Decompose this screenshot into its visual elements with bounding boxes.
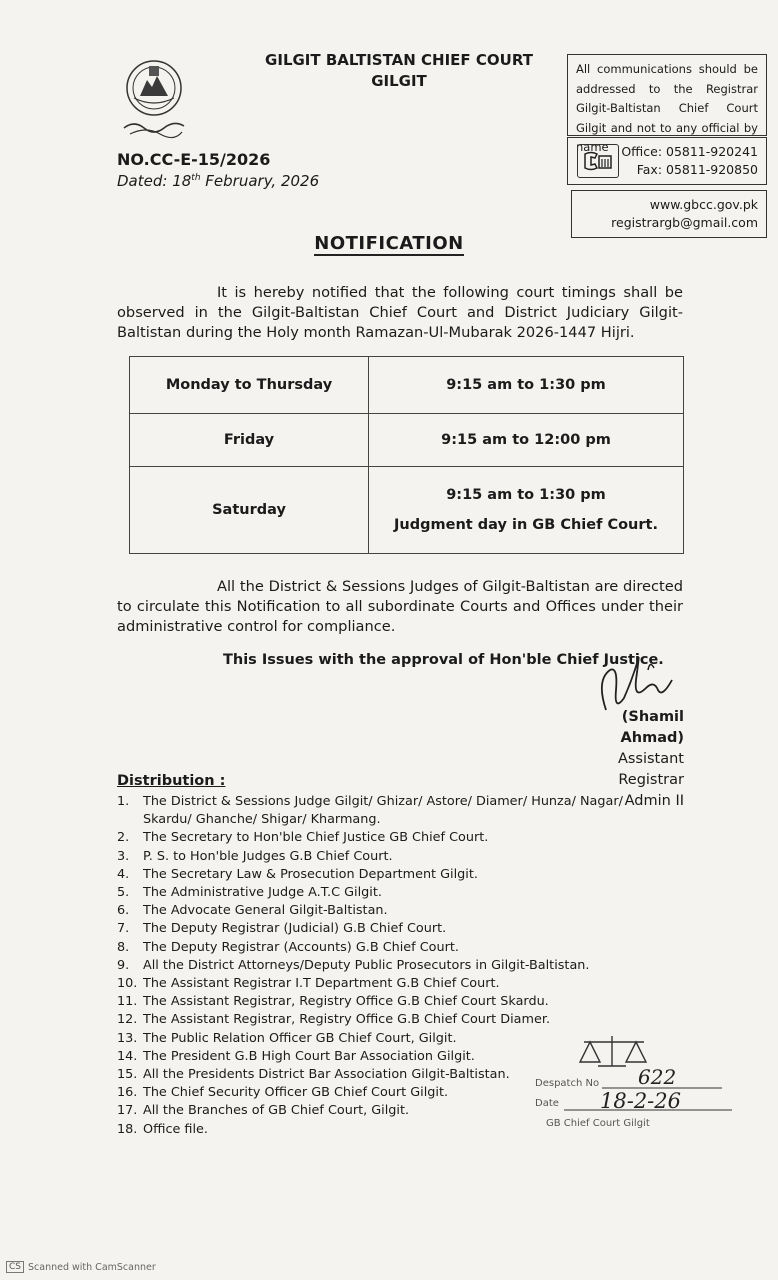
email: registrargb@gmail.com — [611, 215, 758, 230]
timings-time: 9:15 am to 12:00 pm — [369, 414, 684, 467]
office-phone: Office: 05811-920241 — [621, 144, 758, 159]
timings-note: Judgment day in GB Chief Court. — [394, 517, 658, 533]
distribution-item-text: The Secretary Law & Prosecution Department Gilgit. — [143, 866, 478, 882]
camscanner-icon: CS — [6, 1261, 24, 1273]
distribution-item-text: The Assistant Registrar I.T Department G.B Chief Court. — [143, 976, 500, 992]
website: www.gbcc.gov.pk — [649, 197, 758, 212]
distribution-item — [117, 939, 657, 957]
distribution-item — [117, 866, 657, 884]
distribution-item — [117, 793, 657, 829]
despatch-label: Despatch No — [535, 1078, 600, 1089]
distribution-item — [117, 884, 657, 902]
court-name-line1: GILGIT BALTISTAN CHIEF COURT — [265, 51, 533, 69]
distribution-item-number: 18. — [117, 1121, 138, 1137]
distribution-item-text: The Advocate General Gilgit-Baltistan. — [143, 903, 388, 919]
distribution-item-text: The Deputy Registrar (Accounts) G.B Chief Court. — [143, 939, 459, 955]
distribution-item-number: 9. — [117, 957, 130, 973]
timings-table — [129, 356, 684, 554]
signatory-name: (Shamil Ahmad) — [620, 709, 684, 746]
distribution-item-number: 7. — [117, 921, 130, 937]
signatory-designation: Assistant Registrar — [617, 751, 684, 788]
distribution-item-number: 4. — [117, 866, 130, 882]
distribution-item-number: 3. — [117, 848, 130, 864]
distribution-item-text: All the District Attorneys/Deputy Public Prosecutors in Gilgit-Baltistan. — [143, 957, 590, 973]
distribution-item-number: 16. — [117, 1085, 138, 1101]
dated-prefix: Dated: 18 — [117, 172, 192, 190]
distribution-item-text: The District & Sessions Judge Gilgit/ Ghizar/ Astore/ Diamer/ Hunza/ Nagar/ Skardu/ Ghanche/ Shigar/ Kharmang. — [143, 794, 623, 828]
distribution-item — [117, 1011, 657, 1029]
distribution-item-text: The President G.B High Court Bar Association Gilgit. — [143, 1048, 475, 1064]
timings-row — [130, 414, 684, 467]
scanner-text: Scanned with CamScanner — [28, 1261, 156, 1273]
directive-paragraph: All the District & Sessions Judges of Gilgit-Baltistan are directed to circulate this Notification to all subordinate Courts and Offices under their administrative control for compliance. — [117, 578, 683, 635]
distribution-item-number: 17. — [117, 1103, 138, 1119]
dated-line — [117, 172, 319, 190]
distribution-item-text: The Chief Security Officer GB Chief Court Gilgit. — [143, 1085, 449, 1101]
distribution-item-number: 14. — [117, 1048, 138, 1064]
intro-paragraph: It is hereby notified that the following court timings shall be observed in the Gilgit-Baltistan Chief Court and District Judiciary Gilgit-Baltistan during the Holy month Ramazan-Ul-Mubarak 2026-1447 Hijri. — [117, 284, 683, 341]
distribution-heading: Distribution : — [117, 773, 226, 789]
phone-box — [567, 137, 767, 185]
distribution-item-text: P. S. to Hon'ble Judges G.B Chief Court. — [143, 848, 393, 864]
distribution-item-text: The Administrative Judge A.T.C Gilgit. — [143, 885, 382, 901]
distribution-item-number: 11. — [117, 994, 138, 1010]
timings-time: 9:15 am to 1:30 pm — [446, 487, 606, 503]
stamp-footer: GB Chief Court Gilgit — [546, 1118, 650, 1129]
timings-day: Friday — [130, 414, 369, 467]
distribution-item-text: All the Presidents District Bar Association Gilgit-Baltistan. — [143, 1067, 510, 1083]
timings-time: 9:15 am to 1:30 pm — [369, 357, 684, 414]
distribution-item — [117, 902, 657, 920]
timings-day: Monday to Thursday — [130, 357, 369, 414]
timings-row — [130, 357, 684, 414]
dated-ordinal: th — [191, 173, 201, 183]
notification-title — [0, 233, 778, 254]
date-value: 18-2-26 — [600, 1089, 681, 1113]
distribution-item — [117, 975, 657, 993]
address-note-box: All communications should be addressed to the Registrar Gilgit-Baltistan Chief Court Gilgit and not to any official by name — [567, 54, 767, 136]
notification-title-text: NOTIFICATION — [314, 233, 464, 254]
distribution-item-text: The Public Relation Officer GB Chief Court, Gilgit. — [143, 1030, 457, 1046]
distribution-item-number: 8. — [117, 939, 130, 955]
distribution-item — [117, 848, 657, 866]
web-email-box — [571, 190, 767, 238]
distribution-item — [117, 920, 657, 938]
distribution-item-text: All the Branches of GB Chief Court, Gilgit. — [143, 1103, 410, 1119]
distribution-item — [117, 957, 657, 975]
distribution-item-text: The Assistant Registrar, Registry Office G.B Chief Court Diamer. — [143, 1012, 551, 1028]
distribution-item-text: The Secretary to Hon'ble Chief Justice GB Chief Court. — [143, 830, 489, 846]
court-seal-logo — [116, 56, 192, 142]
court-name — [240, 50, 558, 92]
distribution-item-number: 5. — [117, 885, 130, 901]
distribution-item-number: 1. — [117, 794, 130, 809]
distribution-item-text: The Deputy Registrar (Judicial) G.B Chief Court. — [143, 921, 447, 937]
dated-suffix: February, 2026 — [200, 172, 320, 190]
distribution-item-number: 6. — [117, 903, 130, 919]
distribution-item — [117, 829, 657, 847]
reference-number: NO.CC-E-15/2026 — [117, 150, 271, 169]
distribution-item-number: 2. — [117, 830, 130, 846]
distribution-item-number: 12. — [117, 1012, 138, 1028]
timings-day: Saturday — [130, 467, 369, 554]
distribution-item-text: The Assistant Registrar, Registry Office G.B Chief Court Skardu. — [143, 994, 549, 1010]
signatory-office: Admin II — [624, 793, 684, 809]
timings-row — [130, 467, 684, 554]
telephone-fax-icon — [577, 144, 619, 178]
distribution-item-number: 10. — [117, 976, 138, 992]
distribution-item-number: 13. — [117, 1030, 138, 1046]
scanner-watermark — [6, 1261, 156, 1273]
timings-time-cell — [369, 467, 684, 554]
despatch-number: 622 — [638, 1065, 677, 1089]
approval-line: This Issues with the approval of Hon'ble Chief Justice. — [223, 652, 664, 668]
dispatch-stamp — [532, 1032, 762, 1132]
date-label: Date — [535, 1098, 559, 1109]
distribution-item — [117, 993, 657, 1011]
fax-number: Fax: 05811-920850 — [636, 162, 758, 177]
distribution-item-number: 15. — [117, 1067, 138, 1083]
court-name-line2: GILGIT — [371, 72, 427, 90]
distribution-item-text: Office file. — [143, 1121, 208, 1137]
